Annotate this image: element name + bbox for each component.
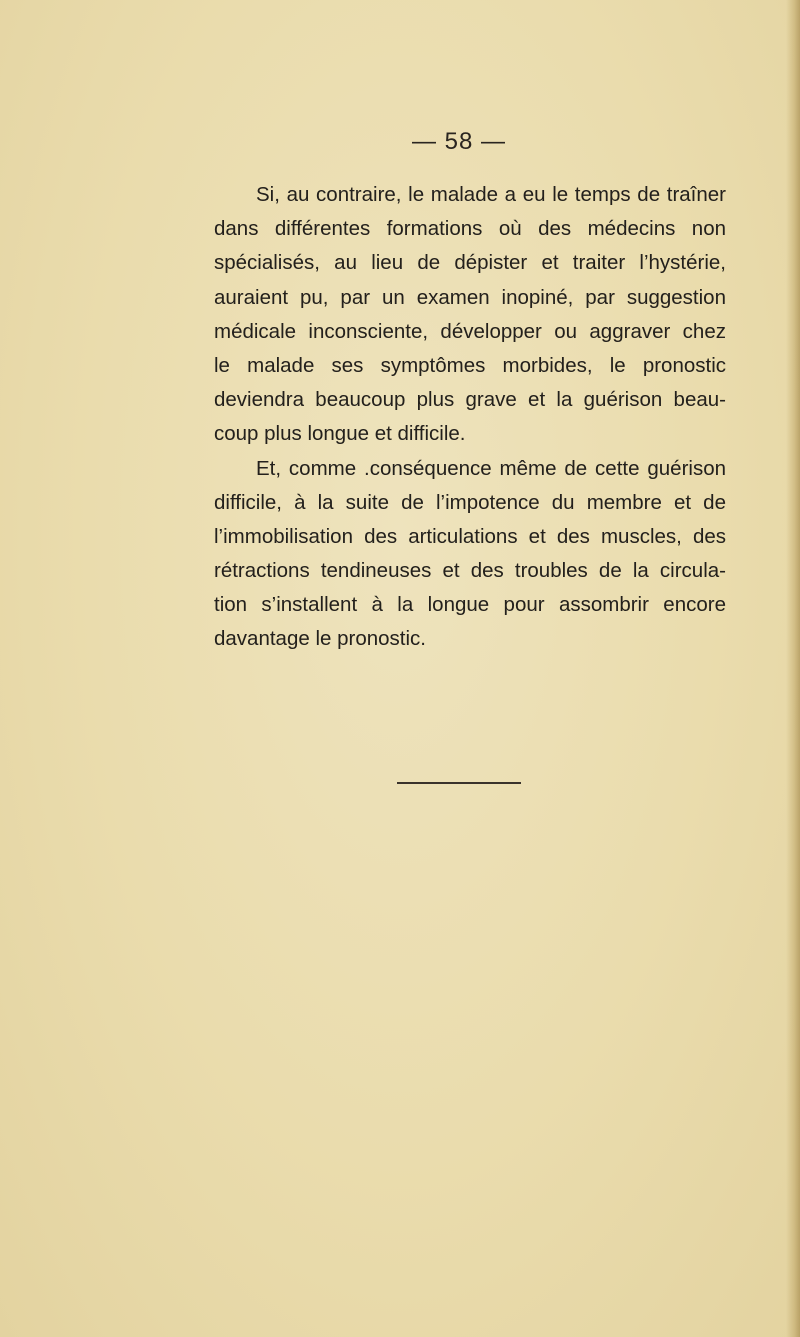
page-number: — 58 — — [411, 128, 507, 155]
text-line: l’immobilisation des articulations et des muscles, des — [214, 524, 726, 548]
paragraph-1 — [214, 178, 726, 452]
text-line: difficile, à la suite de l’impotence du membre et de — [214, 490, 726, 514]
text-line: deviendra beaucoup plus grave et la guérison beau- — [214, 388, 726, 412]
paragraph-2 — [214, 452, 726, 657]
text-line: le malade ses symptômes morbides, le pronostic — [214, 353, 726, 377]
text-line: coup plus longue et difficile. — [214, 422, 466, 446]
body-text — [214, 178, 726, 657]
text-line: dans différentes formations où des médecins non — [214, 217, 726, 241]
text-line: rétractions tendineuses et des troubles de la circula- — [214, 559, 726, 583]
text-line: Si, au contraire, le malade a eu le temps de traîner — [256, 183, 726, 206]
section-end-rule — [397, 782, 521, 784]
text-line: tion s’installent à la longue pour assombrir encore — [214, 593, 726, 617]
text-line: Et, comme .conséquence même de cette guérison — [256, 456, 726, 480]
text-line: médicale inconsciente, développer ou aggraver chez — [214, 319, 726, 343]
text-line: auraient pu, par un examen inopiné, par suggestion — [214, 285, 726, 309]
page-edge-shadow — [786, 0, 800, 1337]
text-line: spécialisés, au lieu de dépister et traiter l’hystérie, — [214, 251, 726, 275]
text-line: davantage le pronostic. — [214, 627, 426, 651]
